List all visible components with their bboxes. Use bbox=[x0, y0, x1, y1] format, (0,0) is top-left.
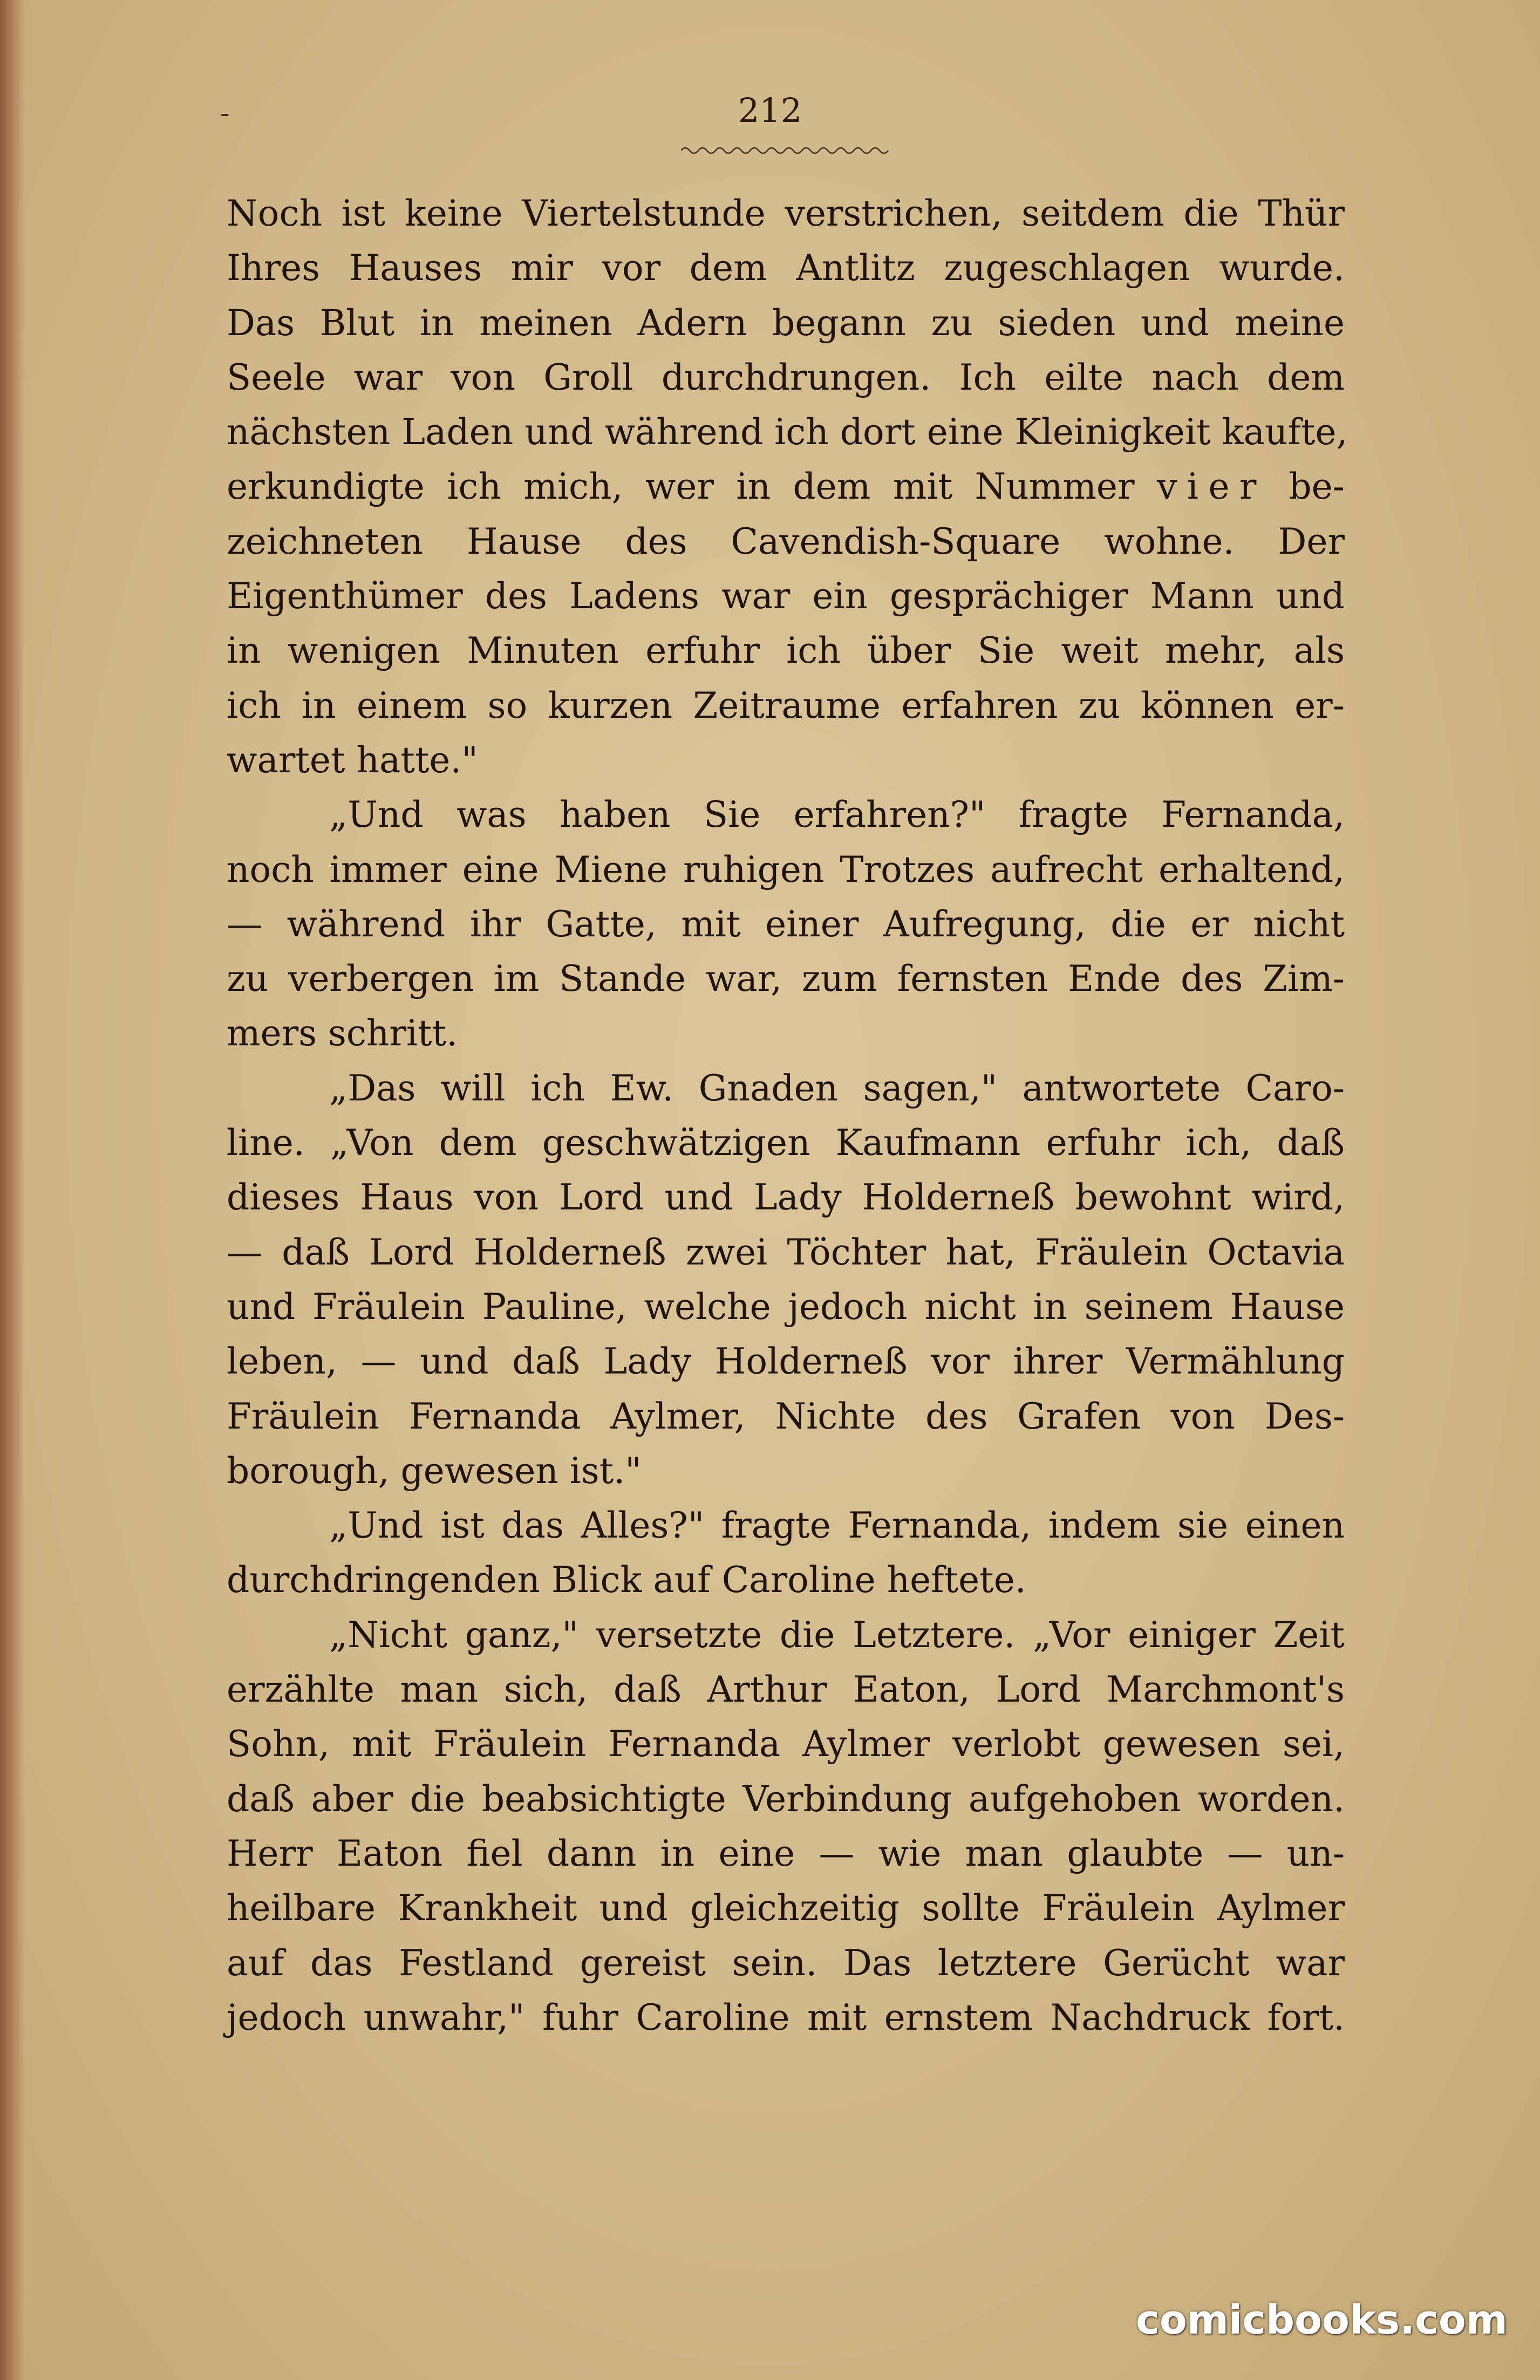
text-line: und Fräulein Pauline, welche jedoch nicht in seinem Hause bbox=[227, 1286, 1345, 1328]
text-line: — während ihr Gatte, mit einer Aufregung, die er nicht bbox=[227, 903, 1345, 945]
text-line: Herr Eaton fiel dann in eine — wie man glaubte — un- bbox=[227, 1832, 1345, 1874]
body-text bbox=[227, 186, 1348, 2045]
text-line: Ihres Hauses mir vor dem Antlitz zugeschlagen wurde. bbox=[227, 247, 1345, 289]
page-number: 212 bbox=[738, 91, 802, 130]
text-line: nächsten Laden und während ich dort eine Kleinigkeit kaufte, bbox=[227, 411, 1348, 453]
text-line: Fräulein Fernanda Aylmer, Nichte des Grafen von Des- bbox=[227, 1395, 1345, 1437]
text-line: line. „Von dem geschwätzigen Kaufmann erfuhr ich, daß bbox=[227, 1122, 1345, 1164]
text-line bbox=[227, 459, 1345, 514]
spaced-emphasis-word: vier bbox=[1156, 466, 1266, 508]
text-line: heilbare Krankheit und gleichzeitig sollte Fräulein Aylmer bbox=[227, 1887, 1345, 1929]
text-line: durchdringenden Blick auf Caroline heftete. bbox=[227, 1559, 1026, 1601]
text-line: — daß Lord Holderneß zwei Töchter hat, Fräulein Octavia bbox=[227, 1231, 1345, 1273]
text-line: dieses Haus von Lord und Lady Holderneß bewohnt wird, bbox=[227, 1177, 1345, 1219]
text-line: in wenigen Minuten erfuhr ich über Sie weit mehr, als bbox=[227, 630, 1345, 672]
text-line: borough, gewesen ist." bbox=[227, 1450, 642, 1492]
text-line: Seele war von Groll durchdrungen. Ich eilte nach dem bbox=[227, 356, 1345, 398]
text-line: leben, — und daß Lady Holderneß vor ihrer Vermählung bbox=[227, 1341, 1345, 1383]
text-line: Noch ist keine Viertelstunde verstrichen, seitdem die Thür bbox=[227, 193, 1345, 234]
ornamental-rule bbox=[681, 145, 891, 157]
text-line: „Und was haben Sie erfahren?" fragte Fernanda, bbox=[329, 794, 1345, 836]
text-line-start: erkundigte ich mich, wer in dem mit Nummer bbox=[227, 466, 1135, 508]
text-line: „Und ist das Alles?" fragte Fernanda, indem sie einen bbox=[329, 1505, 1345, 1547]
page-edge-shadow bbox=[0, 0, 25, 2380]
text-line: „Das will ich Ew. Gnaden sagen," antwortete Caro- bbox=[329, 1067, 1345, 1109]
text-line: zu verbergen im Stande war, zum fernsten Ende des Zim- bbox=[227, 958, 1345, 1000]
text-line: noch immer eine Miene ruhigen Trotzes aufrecht erhaltend, bbox=[227, 848, 1345, 890]
text-line: Sohn, mit Fräulein Fernanda Aylmer verlobt gewesen sei, bbox=[227, 1723, 1345, 1765]
text-line: zeichneten Hause des Cavendish-Square wohne. Der bbox=[227, 520, 1345, 562]
text-line: „Nicht ganz," versetzte die Letztere. „Vor einiger Zeit bbox=[329, 1614, 1345, 1656]
text-line: mers schritt. bbox=[227, 1012, 458, 1055]
text-line: auf das Festland gereist sein. Das letztere Gerücht war bbox=[227, 1942, 1345, 1984]
text-line: daß aber die beabsichtigte Verbindung aufgehoben worden. bbox=[227, 1778, 1345, 1820]
text-line-end: be- bbox=[1289, 466, 1345, 508]
text-line: jedoch unwahr," fuhr Caroline mit ernstem Nachdruck fort. bbox=[227, 1996, 1345, 2038]
text-line: Das Blut in meinen Adern begann zu sieden und meine bbox=[227, 302, 1345, 344]
text-line: erzählte man sich, daß Arthur Eaton, Lord Marchmont's bbox=[227, 1669, 1345, 1711]
text-line: wartet hatte." bbox=[227, 739, 478, 781]
text-line: Eigenthümer des Ladens war ein gesprächiger Mann und bbox=[227, 575, 1345, 617]
text-line: ich in einem so kurzen Zeitraume erfahren zu können er- bbox=[227, 684, 1345, 726]
page-mark: - bbox=[220, 97, 230, 130]
watermark: comicbooks.com bbox=[1136, 2297, 1508, 2343]
